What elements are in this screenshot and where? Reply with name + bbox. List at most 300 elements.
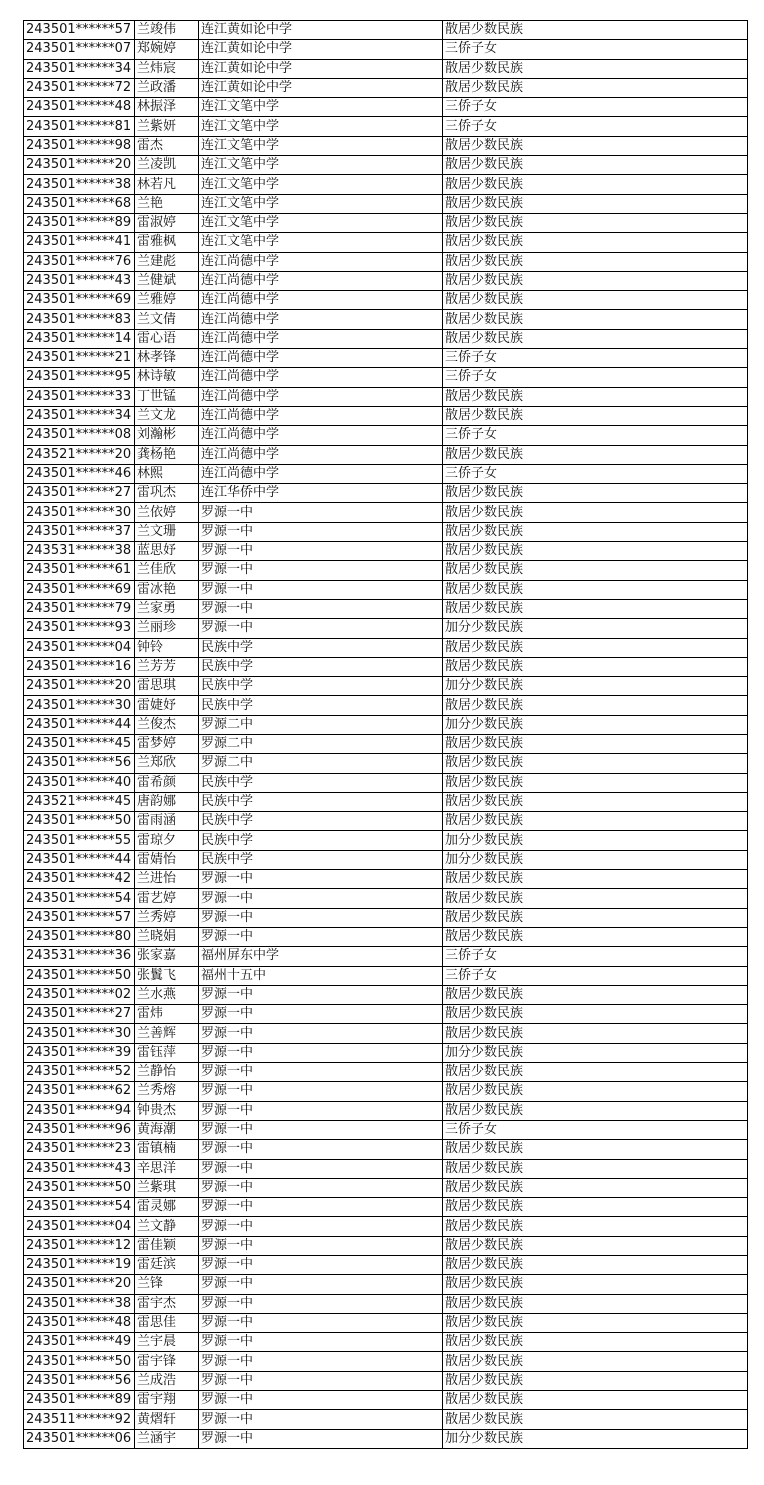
name-cell: 雷思琪 xyxy=(135,677,199,696)
school-cell: 罗源一中 xyxy=(199,1120,443,1139)
id-cell: 243501******56 xyxy=(24,754,135,773)
name-cell: 兰文龙 xyxy=(135,406,199,425)
id-cell: 243501******27 xyxy=(24,1005,135,1024)
category-cell: 加分少数民族 xyxy=(443,850,748,869)
table-row xyxy=(24,98,748,117)
table-row xyxy=(24,1217,748,1236)
name-cell: 兰俊杰 xyxy=(135,715,199,734)
name-cell: 黄海潮 xyxy=(135,1120,199,1139)
id-cell: 243501******46 xyxy=(24,464,135,483)
category-cell: 散居少数民族 xyxy=(443,792,748,811)
table-row xyxy=(24,406,748,425)
table-row xyxy=(24,599,748,618)
name-cell: 雷希颜 xyxy=(135,773,199,792)
table-row xyxy=(24,329,748,348)
school-cell: 罗源一中 xyxy=(199,542,443,561)
name-cell: 雷心语 xyxy=(135,329,199,348)
table-row xyxy=(24,1371,748,1390)
category-cell: 散居少数民族 xyxy=(443,1256,748,1275)
table-row xyxy=(24,1352,748,1371)
id-cell: 243501******68 xyxy=(24,194,135,213)
school-cell: 罗源一中 xyxy=(199,1198,443,1217)
category-cell: 散居少数民族 xyxy=(443,734,748,753)
school-cell: 连江尚德中学 xyxy=(199,291,443,310)
name-cell: 兰政潘 xyxy=(135,78,199,97)
category-cell: 散居少数民族 xyxy=(443,1101,748,1120)
category-cell: 散居少数民族 xyxy=(443,213,748,232)
id-cell: 243521******45 xyxy=(24,792,135,811)
category-cell: 散居少数民族 xyxy=(443,638,748,657)
id-cell: 243501******33 xyxy=(24,387,135,406)
table-row xyxy=(24,1236,748,1255)
id-cell: 243531******36 xyxy=(24,947,135,966)
table-row xyxy=(24,1198,748,1217)
name-cell: 雷宇杰 xyxy=(135,1294,199,1313)
id-cell: 243501******43 xyxy=(24,1159,135,1178)
name-cell: 兰宇晨 xyxy=(135,1333,199,1352)
table-row xyxy=(24,677,748,696)
table-row xyxy=(24,464,748,483)
table-row xyxy=(24,21,748,40)
name-cell: 林若凡 xyxy=(135,175,199,194)
id-cell: 243501******34 xyxy=(24,59,135,78)
category-cell: 散居少数民族 xyxy=(443,599,748,618)
table-row xyxy=(24,1005,748,1024)
table-row xyxy=(24,1256,748,1275)
school-cell: 连江黄如论中学 xyxy=(199,40,443,59)
name-cell: 林熙 xyxy=(135,464,199,483)
table-row xyxy=(24,754,748,773)
table-row xyxy=(24,194,748,213)
school-cell: 连江文笔中学 xyxy=(199,213,443,232)
id-cell: 243501******30 xyxy=(24,503,135,522)
school-cell: 罗源一中 xyxy=(199,619,443,638)
table-row xyxy=(24,1082,748,1101)
name-cell: 兰艳 xyxy=(135,194,199,213)
category-cell: 散居少数民族 xyxy=(443,889,748,908)
id-cell: 243501******39 xyxy=(24,1043,135,1062)
table-row xyxy=(24,252,748,271)
school-cell: 连江尚德中学 xyxy=(199,426,443,445)
id-cell: 243501******89 xyxy=(24,213,135,232)
category-cell: 三侨子女 xyxy=(443,349,748,368)
id-cell: 243501******89 xyxy=(24,1391,135,1410)
id-cell: 243521******20 xyxy=(24,445,135,464)
table-row xyxy=(24,503,748,522)
category-cell: 散居少数民族 xyxy=(443,387,748,406)
category-cell: 散居少数民族 xyxy=(443,194,748,213)
school-cell: 罗源一中 xyxy=(199,1391,443,1410)
id-cell: 243501******44 xyxy=(24,715,135,734)
category-cell: 散居少数民族 xyxy=(443,310,748,329)
name-cell: 雷雅枫 xyxy=(135,233,199,252)
name-cell: 雷雨涵 xyxy=(135,812,199,831)
name-cell: 雷佳颖 xyxy=(135,1236,199,1255)
category-cell: 散居少数民族 xyxy=(443,291,748,310)
name-cell: 兰成浩 xyxy=(135,1371,199,1390)
id-cell: 243501******20 xyxy=(24,1275,135,1294)
category-cell: 散居少数民族 xyxy=(443,233,748,252)
name-cell: 张家嘉 xyxy=(135,947,199,966)
school-cell: 民族中学 xyxy=(199,657,443,676)
id-cell: 243511******92 xyxy=(24,1410,135,1429)
category-cell: 散居少数民族 xyxy=(443,1275,748,1294)
table-row xyxy=(24,812,748,831)
school-cell: 罗源一中 xyxy=(199,1429,443,1448)
name-cell: 兰竣伟 xyxy=(135,21,199,40)
name-cell: 辛思洋 xyxy=(135,1159,199,1178)
table-row xyxy=(24,1410,748,1429)
table-row xyxy=(24,927,748,946)
id-cell: 243531******38 xyxy=(24,542,135,561)
id-cell: 243501******69 xyxy=(24,580,135,599)
id-cell: 243501******14 xyxy=(24,329,135,348)
name-cell: 兰凌凯 xyxy=(135,156,199,175)
category-cell: 散居少数民族 xyxy=(443,1024,748,1043)
id-cell: 243501******61 xyxy=(24,561,135,580)
school-cell: 福州屏东中学 xyxy=(199,947,443,966)
category-cell: 加分少数民族 xyxy=(443,1429,748,1448)
name-cell: 黄熠轩 xyxy=(135,1410,199,1429)
category-cell: 加分少数民族 xyxy=(443,1043,748,1062)
name-cell: 兰静怡 xyxy=(135,1063,199,1082)
category-cell: 散居少数民族 xyxy=(443,1236,748,1255)
id-cell: 243501******50 xyxy=(24,966,135,985)
table-row xyxy=(24,310,748,329)
category-cell: 散居少数民族 xyxy=(443,406,748,425)
table-row xyxy=(24,213,748,232)
category-cell: 散居少数民族 xyxy=(443,522,748,541)
table-row xyxy=(24,78,748,97)
name-cell: 兰秀婷 xyxy=(135,908,199,927)
school-cell: 罗源一中 xyxy=(199,1178,443,1197)
name-cell: 雷宇翔 xyxy=(135,1391,199,1410)
school-cell: 民族中学 xyxy=(199,792,443,811)
name-cell: 林孝锋 xyxy=(135,349,199,368)
name-cell: 林诗敏 xyxy=(135,368,199,387)
table-row xyxy=(24,117,748,136)
school-cell: 罗源一中 xyxy=(199,908,443,927)
school-cell: 罗源一中 xyxy=(199,1275,443,1294)
category-cell: 散居少数民族 xyxy=(443,773,748,792)
category-cell: 散居少数民族 xyxy=(443,1063,748,1082)
id-cell: 243501******41 xyxy=(24,233,135,252)
table-row xyxy=(24,1391,748,1410)
id-cell: 243501******50 xyxy=(24,1352,135,1371)
name-cell: 龚杨艳 xyxy=(135,445,199,464)
id-cell: 243501******45 xyxy=(24,734,135,753)
id-cell: 243501******34 xyxy=(24,406,135,425)
id-cell: 243501******94 xyxy=(24,1101,135,1120)
category-cell: 散居少数民族 xyxy=(443,1352,748,1371)
id-cell: 243501******07 xyxy=(24,40,135,59)
table-row xyxy=(24,985,748,1004)
name-cell: 兰进怡 xyxy=(135,870,199,889)
name-cell: 兰秀熔 xyxy=(135,1082,199,1101)
school-cell: 连江黄如论中学 xyxy=(199,59,443,78)
name-cell: 兰家勇 xyxy=(135,599,199,618)
category-cell: 散居少数民族 xyxy=(443,754,748,773)
id-cell: 243501******06 xyxy=(24,1429,135,1448)
table-row xyxy=(24,156,748,175)
table-row xyxy=(24,40,748,59)
category-cell: 三侨子女 xyxy=(443,947,748,966)
id-cell: 243501******48 xyxy=(24,98,135,117)
id-cell: 243501******76 xyxy=(24,252,135,271)
category-cell: 三侨子女 xyxy=(443,368,748,387)
id-cell: 243501******20 xyxy=(24,677,135,696)
id-cell: 243501******62 xyxy=(24,1082,135,1101)
id-cell: 243501******30 xyxy=(24,696,135,715)
category-cell: 散居少数民族 xyxy=(443,1140,748,1159)
name-cell: 雷琼夕 xyxy=(135,831,199,850)
school-cell: 连江文笔中学 xyxy=(199,194,443,213)
school-cell: 连江尚德中学 xyxy=(199,252,443,271)
name-cell: 兰雅婷 xyxy=(135,291,199,310)
school-cell: 连江尚德中学 xyxy=(199,329,443,348)
id-cell: 243501******23 xyxy=(24,1140,135,1159)
table-row xyxy=(24,59,748,78)
category-cell: 三侨子女 xyxy=(443,98,748,117)
name-cell: 雷梦婷 xyxy=(135,734,199,753)
table-row xyxy=(24,1024,748,1043)
name-cell: 雷冰艳 xyxy=(135,580,199,599)
table-row xyxy=(24,889,748,908)
table-row xyxy=(24,561,748,580)
name-cell: 雷炜 xyxy=(135,1005,199,1024)
id-cell: 243501******98 xyxy=(24,136,135,155)
id-cell: 243501******57 xyxy=(24,908,135,927)
school-cell: 连江尚德中学 xyxy=(199,445,443,464)
category-cell: 散居少数民族 xyxy=(443,1198,748,1217)
table-row xyxy=(24,1294,748,1313)
table-row xyxy=(24,271,748,290)
table-row xyxy=(24,870,748,889)
category-cell: 散居少数民族 xyxy=(443,1005,748,1024)
category-cell: 加分少数民族 xyxy=(443,677,748,696)
category-cell: 散居少数民族 xyxy=(443,1391,748,1410)
name-cell: 刘瀚彬 xyxy=(135,426,199,445)
id-cell: 243501******43 xyxy=(24,271,135,290)
name-cell: 兰文倩 xyxy=(135,310,199,329)
category-cell: 散居少数民族 xyxy=(443,78,748,97)
name-cell: 兰芳芳 xyxy=(135,657,199,676)
school-cell: 民族中学 xyxy=(199,773,443,792)
school-cell: 连江黄如论中学 xyxy=(199,78,443,97)
school-cell: 罗源一中 xyxy=(199,870,443,889)
id-cell: 243501******44 xyxy=(24,850,135,869)
id-cell: 243501******49 xyxy=(24,1333,135,1352)
table-row xyxy=(24,966,748,985)
id-cell: 243501******04 xyxy=(24,1217,135,1236)
table-row xyxy=(24,136,748,155)
school-cell: 民族中学 xyxy=(199,696,443,715)
id-cell: 243501******02 xyxy=(24,985,135,1004)
id-cell: 243501******38 xyxy=(24,1294,135,1313)
table-row xyxy=(24,1429,748,1448)
school-cell: 连江尚德中学 xyxy=(199,387,443,406)
id-cell: 243501******04 xyxy=(24,638,135,657)
school-cell: 连江文笔中学 xyxy=(199,98,443,117)
id-cell: 243501******19 xyxy=(24,1256,135,1275)
school-cell: 罗源一中 xyxy=(199,1352,443,1371)
id-cell: 243501******83 xyxy=(24,310,135,329)
id-cell: 243501******16 xyxy=(24,657,135,676)
school-cell: 民族中学 xyxy=(199,831,443,850)
name-cell: 雷婧怡 xyxy=(135,850,199,869)
name-cell: 林振泽 xyxy=(135,98,199,117)
table-row xyxy=(24,1159,748,1178)
table-row xyxy=(24,1043,748,1062)
school-cell: 罗源一中 xyxy=(199,580,443,599)
school-cell: 连江尚德中学 xyxy=(199,464,443,483)
school-cell: 罗源一中 xyxy=(199,1140,443,1159)
name-cell: 兰文静 xyxy=(135,1217,199,1236)
category-cell: 散居少数民族 xyxy=(443,812,748,831)
name-cell: 雷巩杰 xyxy=(135,484,199,503)
school-cell: 民族中学 xyxy=(199,638,443,657)
name-cell: 雷钰萍 xyxy=(135,1043,199,1062)
school-cell: 罗源一中 xyxy=(199,1236,443,1255)
school-cell: 连江尚德中学 xyxy=(199,368,443,387)
table-row xyxy=(24,291,748,310)
name-cell: 兰健斌 xyxy=(135,271,199,290)
category-cell: 散居少数民族 xyxy=(443,59,748,78)
school-cell: 连江文笔中学 xyxy=(199,156,443,175)
table-row xyxy=(24,542,748,561)
school-cell: 罗源二中 xyxy=(199,715,443,734)
school-cell: 罗源一中 xyxy=(199,1256,443,1275)
school-cell: 罗源一中 xyxy=(199,1294,443,1313)
id-cell: 243501******50 xyxy=(24,1178,135,1197)
table-row xyxy=(24,1063,748,1082)
school-cell: 罗源一中 xyxy=(199,1101,443,1120)
school-cell: 罗源二中 xyxy=(199,754,443,773)
school-cell: 罗源一中 xyxy=(199,1217,443,1236)
id-cell: 243501******93 xyxy=(24,619,135,638)
category-cell: 散居少数民族 xyxy=(443,542,748,561)
table-row xyxy=(24,1333,748,1352)
id-cell: 243501******95 xyxy=(24,368,135,387)
table-row xyxy=(24,387,748,406)
table-row xyxy=(24,349,748,368)
name-cell: 兰水燕 xyxy=(135,985,199,1004)
table-row xyxy=(24,619,748,638)
table-row xyxy=(24,947,748,966)
category-cell: 散居少数民族 xyxy=(443,136,748,155)
id-cell: 243501******08 xyxy=(24,426,135,445)
table-row xyxy=(24,522,748,541)
table-row xyxy=(24,175,748,194)
school-cell: 罗源一中 xyxy=(199,599,443,618)
name-cell: 兰文珊 xyxy=(135,522,199,541)
school-cell: 罗源一中 xyxy=(199,889,443,908)
name-cell: 雷灵娜 xyxy=(135,1198,199,1217)
id-cell: 243501******72 xyxy=(24,78,135,97)
school-cell: 福州十五中 xyxy=(199,966,443,985)
name-cell: 兰郑欣 xyxy=(135,754,199,773)
school-cell: 连江文笔中学 xyxy=(199,175,443,194)
table-row xyxy=(24,1275,748,1294)
category-cell: 散居少数民族 xyxy=(443,870,748,889)
school-cell: 连江黄如论中学 xyxy=(199,21,443,40)
table-row xyxy=(24,734,748,753)
table-row xyxy=(24,638,748,657)
table-row xyxy=(24,1313,748,1332)
category-cell: 散居少数民族 xyxy=(443,657,748,676)
table-row xyxy=(24,715,748,734)
name-cell: 兰佳欣 xyxy=(135,561,199,580)
school-cell: 罗源一中 xyxy=(199,503,443,522)
name-cell: 雷宇锋 xyxy=(135,1352,199,1371)
category-cell: 散居少数民族 xyxy=(443,503,748,522)
id-cell: 243501******20 xyxy=(24,156,135,175)
school-cell: 罗源一中 xyxy=(199,1063,443,1082)
table-row xyxy=(24,580,748,599)
school-cell: 罗源一中 xyxy=(199,561,443,580)
id-cell: 243501******56 xyxy=(24,1371,135,1390)
id-cell: 243501******21 xyxy=(24,349,135,368)
category-cell: 散居少数民族 xyxy=(443,329,748,348)
school-cell: 罗源一中 xyxy=(199,1371,443,1390)
category-cell: 散居少数民族 xyxy=(443,445,748,464)
name-cell: 兰丽珍 xyxy=(135,619,199,638)
id-cell: 243501******12 xyxy=(24,1236,135,1255)
name-cell: 雷婕妤 xyxy=(135,696,199,715)
category-cell: 散居少数民族 xyxy=(443,1313,748,1332)
table-row xyxy=(24,445,748,464)
school-cell: 罗源一中 xyxy=(199,1043,443,1062)
id-cell: 243501******54 xyxy=(24,1198,135,1217)
name-cell: 兰善辉 xyxy=(135,1024,199,1043)
name-cell: 雷淑婷 xyxy=(135,213,199,232)
school-cell: 民族中学 xyxy=(199,812,443,831)
id-cell: 243501******27 xyxy=(24,484,135,503)
id-cell: 243501******30 xyxy=(24,1024,135,1043)
school-cell: 罗源一中 xyxy=(199,1005,443,1024)
table-row xyxy=(24,850,748,869)
name-cell: 兰紫琪 xyxy=(135,1178,199,1197)
name-cell: 丁世锰 xyxy=(135,387,199,406)
category-cell: 三侨子女 xyxy=(443,426,748,445)
id-cell: 243501******54 xyxy=(24,889,135,908)
id-cell: 243501******38 xyxy=(24,175,135,194)
id-cell: 243501******48 xyxy=(24,1313,135,1332)
name-cell: 钟贵杰 xyxy=(135,1101,199,1120)
student-list-table xyxy=(23,20,748,1449)
school-cell: 罗源一中 xyxy=(199,1159,443,1178)
category-cell: 散居少数民族 xyxy=(443,696,748,715)
school-cell: 罗源一中 xyxy=(199,1313,443,1332)
school-cell: 连江华侨中学 xyxy=(199,484,443,503)
table-row xyxy=(24,792,748,811)
name-cell: 兰晓娟 xyxy=(135,927,199,946)
name-cell: 雷杰 xyxy=(135,136,199,155)
category-cell: 散居少数民族 xyxy=(443,156,748,175)
school-cell: 连江尚德中学 xyxy=(199,349,443,368)
table-row xyxy=(24,484,748,503)
name-cell: 兰涵宇 xyxy=(135,1429,199,1448)
category-cell: 散居少数民族 xyxy=(443,1159,748,1178)
category-cell: 散居少数民族 xyxy=(443,252,748,271)
school-cell: 连江尚德中学 xyxy=(199,310,443,329)
category-cell: 加分少数民族 xyxy=(443,715,748,734)
category-cell: 散居少数民族 xyxy=(443,1371,748,1390)
id-cell: 243501******57 xyxy=(24,21,135,40)
table-row xyxy=(24,831,748,850)
category-cell: 散居少数民族 xyxy=(443,1217,748,1236)
id-cell: 243501******42 xyxy=(24,870,135,889)
